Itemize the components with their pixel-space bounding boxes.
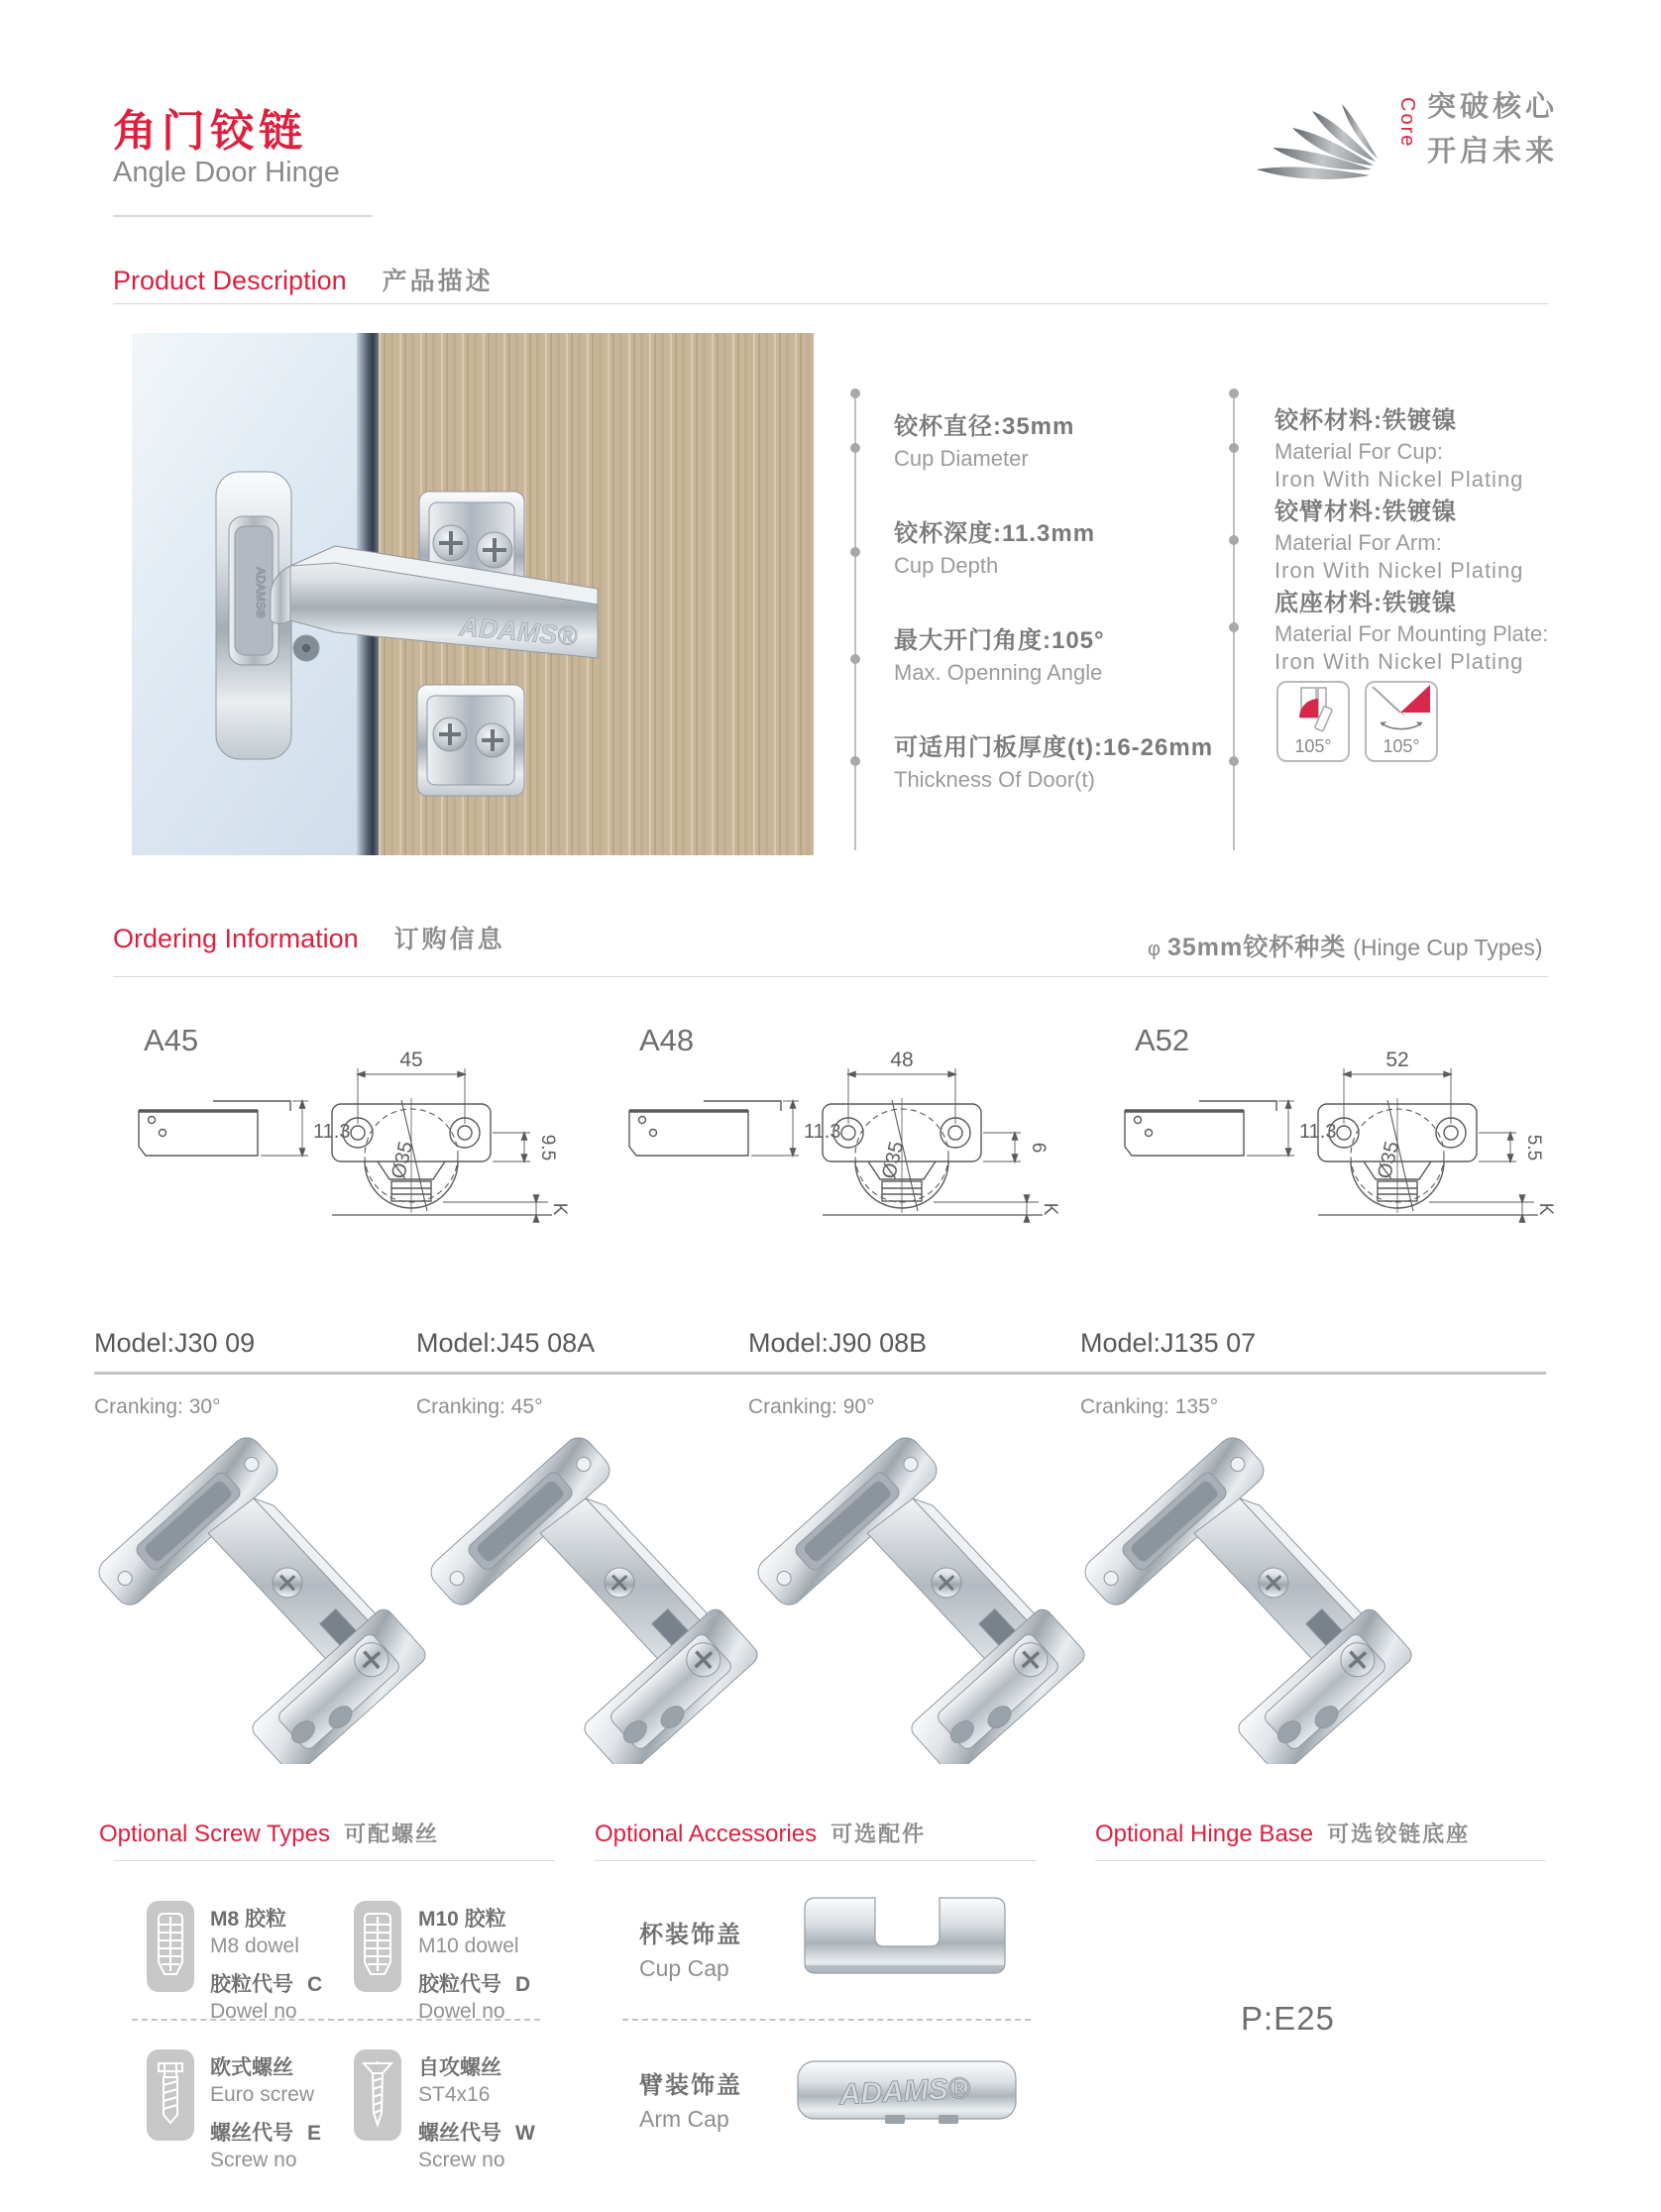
section-title-zh: 产品描述 bbox=[382, 268, 494, 295]
screw-zh: 欧式螺丝 bbox=[210, 2056, 293, 2079]
angle-label: 105° bbox=[1383, 736, 1420, 756]
spec-cup-depth bbox=[894, 513, 1095, 579]
spec-door-thickness bbox=[894, 727, 1213, 793]
cranking-angle: Cranking: 135° bbox=[1080, 1395, 1219, 1418]
cranking-angle: Cranking: 30° bbox=[94, 1395, 221, 1418]
svg-text:Ø35: Ø35 bbox=[1374, 1139, 1404, 1181]
code-sub: Dowel no bbox=[418, 2000, 505, 2023]
spec-material-plate bbox=[1274, 583, 1548, 675]
svg-text:48: 48 bbox=[890, 1049, 914, 1071]
spec-timeline-right bbox=[1233, 388, 1235, 850]
section-title-zh: 可选铰链底座 bbox=[1327, 1822, 1471, 1846]
opening-angle-icon bbox=[1276, 681, 1350, 762]
spec-en: Max. Openning Angle bbox=[894, 660, 1103, 685]
product-photo bbox=[132, 333, 814, 855]
svg-text:Ø35: Ø35 bbox=[878, 1139, 909, 1181]
svg-text:11.3: 11.3 bbox=[1299, 1121, 1337, 1143]
svg-text:Ø35: Ø35 bbox=[388, 1139, 418, 1181]
section-underline bbox=[113, 976, 1548, 977]
door-angle-icon bbox=[1367, 683, 1436, 738]
page-subtitle: Angle Door Hinge bbox=[113, 157, 340, 188]
section-product-description bbox=[113, 262, 494, 297]
technical-drawing-a48 bbox=[585, 1039, 1060, 1242]
svg-text:11.3: 11.3 bbox=[313, 1121, 351, 1143]
section-title-en: Optional Hinge Base bbox=[1095, 1821, 1314, 1847]
logo-fan-icon bbox=[1257, 71, 1391, 185]
code-label: 螺丝代号 bbox=[210, 2122, 293, 2145]
cranking-angle: Cranking: 90° bbox=[748, 1395, 875, 1418]
timeline-dot bbox=[850, 388, 860, 398]
hinge-photo-j135 bbox=[1075, 1422, 1427, 1769]
section-title-zh: 可配螺丝 bbox=[344, 1822, 440, 1846]
svg-text:K: K bbox=[1040, 1202, 1060, 1216]
screw-code bbox=[418, 1968, 636, 1998]
timeline-dot bbox=[1229, 535, 1239, 545]
section-title-en: Product Description bbox=[113, 266, 347, 295]
dashed-divider bbox=[622, 2019, 1031, 2021]
opening-angle-icon bbox=[1365, 681, 1438, 762]
timeline-dot bbox=[1229, 443, 1239, 453]
screw-item-st4x16 bbox=[418, 2051, 636, 2172]
svg-text:ADAMS®: ADAMS® bbox=[837, 2071, 971, 2112]
code-letter: E bbox=[307, 2122, 322, 2145]
section-title-zh: 可选配件 bbox=[830, 1822, 927, 1846]
section-optional-screws bbox=[99, 1818, 439, 1848]
phi-symbol: φ bbox=[1148, 939, 1161, 960]
svg-text:9.5: 9.5 bbox=[537, 1134, 558, 1161]
timeline-dot bbox=[1229, 756, 1239, 766]
hinge-photo-overlay bbox=[132, 333, 814, 855]
section-title-en: Ordering Information bbox=[113, 924, 359, 953]
spec-en: Iron With Nickel Plating bbox=[1274, 467, 1524, 492]
screw-en: Euro screw bbox=[210, 2083, 315, 2106]
spec-en: Material For Mounting Plate: bbox=[1274, 621, 1549, 646]
model-name: Model:J135 07 bbox=[1080, 1328, 1257, 1358]
logo-slogan bbox=[1427, 85, 1558, 174]
page-title: 角门铰链 bbox=[113, 107, 307, 156]
screw-zh: 自攻螺丝 bbox=[418, 2056, 501, 2079]
self-tapping-screw-icon bbox=[354, 2049, 401, 2141]
spec-en: Iron With Nickel Plating bbox=[1274, 558, 1524, 583]
accessory-arm-cap bbox=[639, 2065, 742, 2133]
logo-core-label: Core bbox=[1396, 97, 1418, 149]
drawing-label-a52: A52 bbox=[1135, 1023, 1190, 1057]
spec-opening-angle bbox=[894, 620, 1105, 686]
drawing-label-a48: A48 bbox=[639, 1023, 695, 1057]
screw-zh: M10 胶粒 bbox=[418, 1908, 506, 1931]
accessory-zh: 杯装饰盖 bbox=[639, 1922, 742, 1948]
section-title-en: Optional Accessories bbox=[595, 1821, 818, 1847]
section-optional-accessories bbox=[595, 1818, 926, 1848]
logo-slogan-line1: 突破核心 bbox=[1427, 91, 1559, 123]
title-underline bbox=[113, 215, 373, 217]
model-row-divider bbox=[94, 1372, 1546, 1375]
svg-text:ADAMS®: ADAMS® bbox=[254, 567, 268, 618]
model-name: Model:J90 08B bbox=[748, 1328, 928, 1358]
timeline-dot bbox=[850, 654, 860, 664]
timeline-dot bbox=[850, 756, 860, 766]
section-underline bbox=[113, 303, 1548, 304]
svg-text:6: 6 bbox=[1028, 1142, 1049, 1154]
spec-en: Material For Cup: bbox=[1274, 439, 1443, 464]
euro-screw-icon bbox=[147, 2049, 194, 2141]
screw-en: M8 dowel bbox=[210, 1935, 299, 1957]
spec-zh: 铰臂材料:铁镀镍 bbox=[1274, 498, 1457, 525]
technical-drawing-a52 bbox=[1080, 1039, 1556, 1242]
hinge-photo-j45 bbox=[421, 1422, 773, 1769]
accessory-en: Arm Cap bbox=[639, 2106, 729, 2132]
code-sub: Screw no bbox=[210, 2149, 297, 2171]
spec-zh: 铰杯深度:11.3mm bbox=[894, 520, 1096, 547]
spec-en: Material For Arm: bbox=[1274, 530, 1442, 555]
spec-cup-diameter bbox=[894, 406, 1074, 472]
spec-zh: 铰杯材料:铁镀镍 bbox=[1274, 407, 1457, 434]
spec-en: Cup Depth bbox=[894, 553, 999, 578]
code-label: 胶粒代号 bbox=[418, 1973, 501, 1996]
code-sub: Screw no bbox=[418, 2149, 505, 2171]
svg-text:5.5: 5.5 bbox=[1523, 1134, 1544, 1161]
column-underline bbox=[1095, 1860, 1546, 1861]
section-title-en: Optional Screw Types bbox=[99, 1821, 331, 1847]
section-ordering-information bbox=[113, 920, 505, 955]
accessory-zh: 臂装饰盖 bbox=[639, 2072, 742, 2099]
hinge-photo-j30 bbox=[89, 1422, 441, 1769]
screw-zh: M8 胶粒 bbox=[210, 1908, 287, 1931]
spec-zh: 底座材料:铁镀镍 bbox=[1274, 590, 1457, 616]
code-label: 胶粒代号 bbox=[210, 1973, 293, 1996]
arm-cap-photo bbox=[788, 2051, 1026, 2135]
timeline-dot bbox=[850, 443, 860, 453]
svg-text:52: 52 bbox=[1385, 1049, 1409, 1071]
timeline-dot bbox=[1229, 388, 1239, 398]
screw-item-m10 bbox=[418, 1903, 636, 2024]
column-underline bbox=[114, 1860, 555, 1861]
section-title-zh: 订购信息 bbox=[393, 926, 505, 953]
section-optional-hinge-base bbox=[1095, 1818, 1470, 1848]
hinge-photo-j90 bbox=[748, 1422, 1100, 1769]
door-swing-icon bbox=[1278, 683, 1348, 738]
spec-timeline-left bbox=[854, 388, 856, 850]
svg-text:45: 45 bbox=[399, 1049, 423, 1071]
cup-types-zh: 35mm铰杯种类 bbox=[1166, 934, 1347, 961]
cup-cap-photo bbox=[791, 1886, 1019, 1987]
svg-text:K: K bbox=[1535, 1202, 1556, 1216]
dashed-divider bbox=[132, 2019, 540, 2021]
spec-en: Cup Diameter bbox=[894, 446, 1029, 471]
page-reference: P:E25 bbox=[1241, 2000, 1335, 2037]
angle-label: 105° bbox=[1294, 736, 1332, 756]
svg-text:K: K bbox=[549, 1202, 570, 1216]
hinge-cup-types-note bbox=[1148, 928, 1543, 963]
technical-drawing-a45 bbox=[94, 1039, 570, 1242]
model-name: Model:J30 09 bbox=[94, 1328, 256, 1358]
spec-zh: 铰杯直径:35mm bbox=[894, 413, 1075, 440]
accessory-cup-cap bbox=[639, 1915, 742, 1982]
spec-en: Thickness Of Door(t) bbox=[894, 767, 1095, 792]
dowel-m8-icon bbox=[147, 1901, 194, 1992]
drawing-label-a45: A45 bbox=[144, 1023, 199, 1057]
svg-text:ADAMS®: ADAMS® bbox=[458, 611, 579, 652]
dowel-m10-icon bbox=[354, 1901, 401, 1992]
brand-logo bbox=[1257, 69, 1564, 193]
screw-code bbox=[418, 2117, 636, 2147]
code-letter: W bbox=[515, 2122, 535, 2145]
screw-en: M10 dowel bbox=[418, 1935, 519, 1957]
cup-types-en: (Hinge Cup Types) bbox=[1353, 935, 1543, 960]
logo-slogan-line2: 开启未来 bbox=[1427, 135, 1559, 167]
model-name: Model:J45 08A bbox=[416, 1328, 596, 1358]
code-sub: Dowel no bbox=[210, 2000, 297, 2023]
spec-en: Iron With Nickel Plating bbox=[1274, 649, 1524, 674]
spec-material-cup bbox=[1274, 400, 1523, 493]
accessory-en: Cup Cap bbox=[639, 1955, 729, 1981]
column-underline bbox=[595, 1860, 1036, 1861]
spec-zh: 可适用门板厚度(t):16-26mm bbox=[894, 734, 1214, 761]
timeline-dot bbox=[1229, 622, 1239, 632]
code-letter: D bbox=[515, 1973, 531, 1996]
spec-material-arm bbox=[1274, 492, 1523, 584]
svg-text:11.3: 11.3 bbox=[804, 1121, 841, 1143]
timeline-dot bbox=[850, 547, 860, 557]
cranking-angle: Cranking: 45° bbox=[416, 1395, 543, 1418]
spec-zh: 最大开门角度:105° bbox=[894, 627, 1105, 654]
code-label: 螺丝代号 bbox=[418, 2122, 501, 2145]
screw-en: ST4x16 bbox=[418, 2083, 491, 2106]
code-letter: C bbox=[307, 1973, 323, 1996]
